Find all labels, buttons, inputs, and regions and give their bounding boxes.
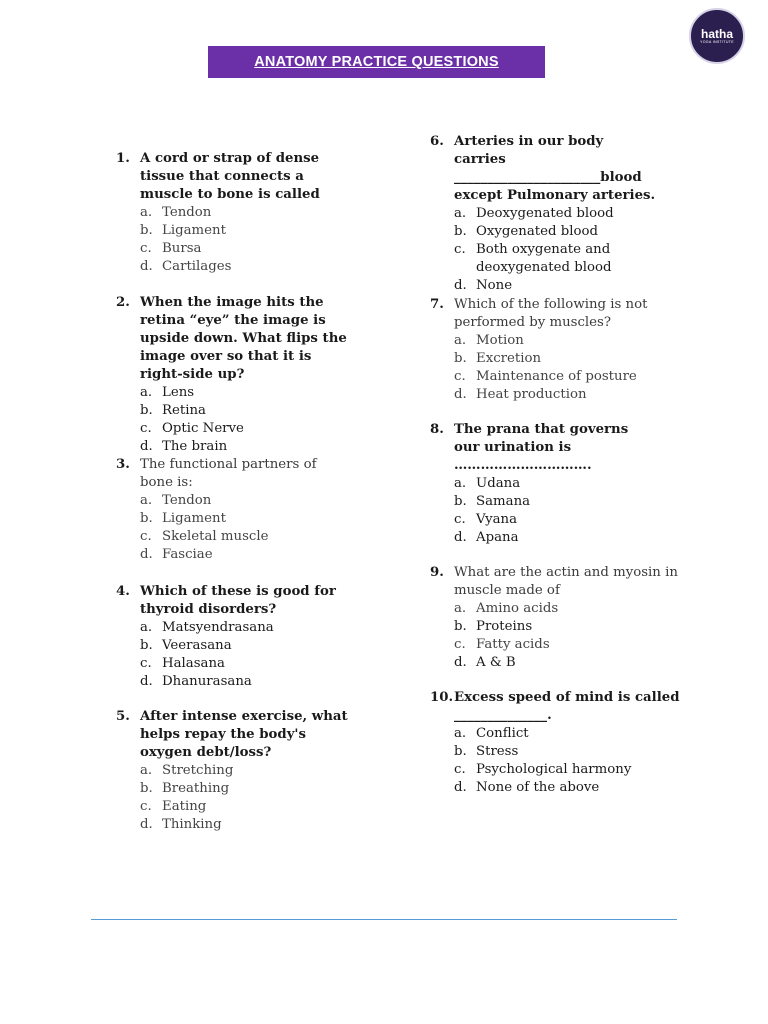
option-c <box>430 761 680 779</box>
option-text: Cartilages <box>162 259 232 275</box>
option-letter: d. <box>140 547 153 563</box>
option-list <box>430 475 652 547</box>
option-text: Retina <box>162 403 206 419</box>
option-letter: d. <box>454 780 467 796</box>
option-letter: b. <box>454 619 467 635</box>
option-b <box>116 402 358 420</box>
option-letter: d. <box>140 817 153 833</box>
title-banner <box>208 46 545 78</box>
option-d <box>116 816 360 834</box>
option-a <box>430 205 656 223</box>
option-c <box>116 528 336 546</box>
option-letter: d. <box>454 278 467 294</box>
question-number: 3. <box>116 457 130 472</box>
option-text: Dhanurasana <box>162 674 252 690</box>
option-text: Halasana <box>162 656 225 672</box>
option-letter: c. <box>140 421 152 437</box>
option-list <box>430 725 680 797</box>
option-c <box>116 798 360 816</box>
question-5 <box>116 708 360 834</box>
option-list <box>430 600 680 672</box>
option-letter: b. <box>454 494 467 510</box>
option-b <box>430 618 680 636</box>
option-d <box>116 546 336 564</box>
option-text: Fasciae <box>162 547 213 563</box>
option-list <box>116 384 358 456</box>
option-text: Oxygenated blood <box>476 224 599 240</box>
option-text: A & B <box>476 655 516 671</box>
option-letter: b. <box>140 223 153 239</box>
option-b <box>430 223 656 241</box>
question-text: Which of the following is not performed by muscles? <box>454 297 648 330</box>
option-d <box>116 438 358 456</box>
option-text: Ligament <box>162 223 226 239</box>
option-list <box>116 204 352 276</box>
option-d <box>430 277 656 295</box>
option-list <box>116 762 360 834</box>
question-text: When the image hits the retina “eye” the image is upside down. What flips the image over so that it is right-side up? <box>140 295 347 382</box>
question-text: The prana that governs our urination is …………………………. <box>454 422 629 473</box>
option-text: Samana <box>476 494 531 510</box>
option-a <box>116 619 346 637</box>
question-number: 5. <box>116 709 130 724</box>
question-3 <box>116 456 336 564</box>
option-letter: c. <box>140 241 152 257</box>
option-text: Both oxygenate and deoxygenated blood <box>476 242 612 276</box>
option-a <box>116 384 358 402</box>
option-c <box>430 636 680 654</box>
option-text: Bursa <box>162 241 202 257</box>
page-title: ANATOMY PRACTICE QUESTIONS <box>254 54 499 70</box>
logo-subtitle: YOGA INSTITUTE <box>700 39 734 44</box>
option-letter: a. <box>454 726 467 741</box>
option-text: Psychological harmony <box>476 762 632 778</box>
option-letter: a. <box>454 333 467 348</box>
option-a <box>116 492 336 510</box>
option-text: Amino acids <box>476 601 559 616</box>
option-text: Excretion <box>476 351 542 367</box>
question-number: 8. <box>430 422 444 437</box>
option-text: Optic Nerve <box>162 421 244 437</box>
logo-word: hatha <box>700 26 733 41</box>
option-a <box>430 475 652 493</box>
option-d <box>116 258 352 276</box>
option-d <box>430 779 680 797</box>
question-text: What are the actin and myosin in muscle made of <box>454 565 678 598</box>
option-text: The brain <box>162 439 228 455</box>
option-d <box>430 386 670 404</box>
option-text: Udana <box>476 476 521 491</box>
option-letter: a. <box>140 763 153 778</box>
question-number: 2. <box>116 295 130 310</box>
option-list <box>430 332 670 404</box>
option-letter: a. <box>454 476 467 491</box>
option-letter: a. <box>454 206 467 221</box>
option-letter: c. <box>454 369 466 385</box>
question-8 <box>430 421 652 547</box>
question-7 <box>430 296 670 404</box>
question-2 <box>116 294 358 456</box>
option-text: None of the above <box>476 780 600 796</box>
question-number: 9. <box>430 565 444 580</box>
option-text: Conflict <box>476 726 529 741</box>
option-d <box>430 654 680 672</box>
option-letter: c. <box>454 242 466 258</box>
option-list <box>116 619 346 691</box>
option-text: Veerasana <box>162 638 232 654</box>
option-text: Apana <box>476 530 519 546</box>
option-text: Fatty acids <box>476 637 550 653</box>
option-c <box>116 655 346 673</box>
option-text: Stretching <box>162 763 234 778</box>
question-number: 4. <box>116 584 130 599</box>
question-text: Which of these is good for thyroid disorders? <box>140 584 336 617</box>
option-d <box>116 673 346 691</box>
option-text: Tendon <box>162 205 212 220</box>
option-text: Eating <box>162 799 207 815</box>
option-b <box>430 493 652 511</box>
option-letter: c. <box>454 762 466 778</box>
option-text: Proteins <box>476 619 533 635</box>
option-text: Thinking <box>162 817 222 833</box>
option-text: Lens <box>162 385 195 400</box>
option-c <box>430 241 656 277</box>
option-a <box>430 725 680 743</box>
option-c <box>116 420 358 438</box>
option-a <box>430 332 670 350</box>
option-c <box>430 368 670 386</box>
option-letter: b. <box>454 224 467 240</box>
question-10 <box>430 689 680 797</box>
option-text: Skeletal muscle <box>162 529 269 545</box>
option-c <box>116 240 352 258</box>
option-letter: a. <box>454 601 467 616</box>
hatha-logo <box>689 8 745 64</box>
question-text: After intense exercise, what helps repay the body's oxygen debt/loss? <box>140 709 348 760</box>
option-letter: a. <box>140 205 153 220</box>
option-list <box>116 492 336 564</box>
option-letter: b. <box>140 638 153 654</box>
option-list <box>430 205 656 295</box>
option-b <box>116 222 352 240</box>
option-letter: b. <box>454 351 467 367</box>
option-letter: d. <box>140 674 153 690</box>
option-b <box>430 350 670 368</box>
question-number: 10. <box>430 690 454 705</box>
question-text: Excess speed of mind is called ______________. <box>454 690 680 723</box>
footer-divider <box>91 919 677 920</box>
question-9 <box>430 564 680 672</box>
option-letter: d. <box>140 259 153 275</box>
question-number: 6. <box>430 134 444 149</box>
question-text: A cord or strap of dense tissue that connects a muscle to bone is called <box>140 151 320 202</box>
question-6 <box>430 133 656 295</box>
option-text: Matsyendrasana <box>162 620 274 635</box>
option-letter: d. <box>454 530 467 546</box>
question-1 <box>116 150 352 276</box>
question-4 <box>116 583 346 691</box>
option-b <box>116 510 336 528</box>
option-text: Motion <box>476 333 524 348</box>
option-letter: b. <box>140 511 153 527</box>
option-text: Vyana <box>476 512 517 528</box>
option-a <box>430 600 680 618</box>
option-text: Stress <box>476 744 519 760</box>
option-text: Tendon <box>162 493 212 508</box>
option-text: Heat production <box>476 387 587 403</box>
question-text: Arteries in our body carries ______________________blood except Pulmonary arteries. <box>454 134 656 203</box>
option-text: Breathing <box>162 781 230 797</box>
question-number: 1. <box>116 151 130 166</box>
option-a <box>116 762 360 780</box>
option-letter: c. <box>140 656 152 672</box>
option-b <box>116 637 346 655</box>
option-letter: d. <box>140 439 153 455</box>
option-letter: a. <box>140 385 153 400</box>
option-letter: b. <box>454 744 467 760</box>
option-text: None <box>476 278 513 294</box>
option-text: Maintenance of posture <box>476 369 637 385</box>
option-letter: a. <box>140 620 153 635</box>
option-letter: c. <box>140 529 152 545</box>
option-b <box>116 780 360 798</box>
option-c <box>430 511 652 529</box>
option-text: Deoxygenated blood <box>476 206 614 221</box>
option-letter: b. <box>140 403 153 419</box>
option-letter: d. <box>454 655 467 671</box>
question-text: The functional partners of bone is: <box>140 457 317 490</box>
option-letter: d. <box>454 387 467 403</box>
option-letter: c. <box>454 512 466 528</box>
option-letter: a. <box>140 493 153 508</box>
option-b <box>430 743 680 761</box>
option-letter: c. <box>454 637 466 653</box>
option-letter: c. <box>140 799 152 815</box>
question-number: 7. <box>430 297 444 312</box>
option-a <box>116 204 352 222</box>
option-text: Ligament <box>162 511 226 527</box>
option-letter: b. <box>140 781 153 797</box>
option-d <box>430 529 652 547</box>
